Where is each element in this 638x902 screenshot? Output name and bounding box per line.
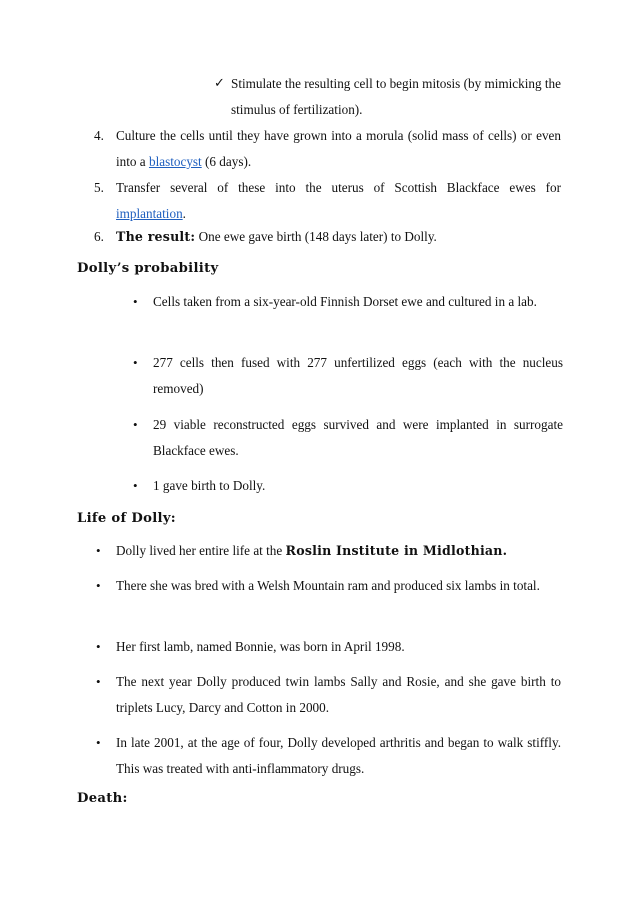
list-item xyxy=(133,289,563,315)
implantation-link[interactable]: implantation xyxy=(116,205,183,221)
bullet-icon: • xyxy=(96,543,101,558)
list-item xyxy=(96,669,561,721)
list-item-text: 277 cells then fused with 277 unfertilized eggs (each with the nucleus removed) xyxy=(153,355,563,396)
list-item-text: Cells taken from a six-year-old Finnish Dorset ewe and cultured in a lab. xyxy=(153,294,537,309)
list-item xyxy=(96,538,561,564)
list-item xyxy=(133,473,563,499)
section-heading-death: Death: xyxy=(77,791,128,806)
list-item-text: In late 2001, at the age of four, Dolly developed arthritis and began to walk stiffly. This was treated with anti-inflammatory drugs. xyxy=(116,735,561,776)
list-item xyxy=(96,573,561,599)
bullet-icon: • xyxy=(96,674,101,689)
step-5 xyxy=(94,175,561,227)
bullet-icon: • xyxy=(133,355,138,370)
list-item-text: Dolly lived her entire life at the xyxy=(116,543,286,558)
step-number: 5. xyxy=(94,180,104,195)
bullet-icon: • xyxy=(133,294,138,309)
list-item-text: There she was bred with a Welsh Mountain ram and produced six lambs in total. xyxy=(116,578,540,593)
checkmark-icon: ✓ xyxy=(214,76,225,91)
bullet-icon: • xyxy=(96,735,101,750)
section-heading-life: Life of Dolly: xyxy=(77,511,176,526)
bullet-icon: • xyxy=(133,417,138,432)
checklist-item-text: Stimulate the resulting cell to begin mitosis (by mimicking the stimulus of fertilization). xyxy=(231,76,562,117)
bullet-icon: • xyxy=(133,478,138,493)
list-item xyxy=(133,412,563,464)
step-text-end: One ewe gave birth (148 days later) to Dolly. xyxy=(195,229,437,244)
section-heading-probability: Dolly’s probability xyxy=(77,261,219,276)
step-text: Transfer several of these into the uterus of Scottish Blackface ewes for xyxy=(116,180,561,195)
list-item-text: The next year Dolly produced twin lambs Sally and Rosie, and she gave birth to triplets Lucy, Darcy and Cotton in 2000. xyxy=(116,674,561,715)
list-item xyxy=(96,634,561,660)
result-label: The result: xyxy=(116,229,196,244)
step-number: 6. xyxy=(94,229,104,244)
step-text-end: (6 days). xyxy=(201,153,252,169)
blastocyst-link[interactable]: blastocyst xyxy=(148,153,202,169)
roslin-institute-label: Roslin Institute in Midlothian. xyxy=(285,543,508,558)
list-item xyxy=(133,350,563,402)
checklist-item xyxy=(214,71,562,123)
step-4 xyxy=(94,123,561,175)
bullet-icon: • xyxy=(96,578,101,593)
list-item-text: 29 viable reconstructed eggs survived and were implanted in surrogate Blackface ewes. xyxy=(153,417,563,458)
list-item-text: 1 gave birth to Dolly. xyxy=(153,478,266,493)
bullet-icon: • xyxy=(96,639,101,654)
list-item xyxy=(96,730,561,782)
step-6 xyxy=(94,224,561,250)
step-text-end: . xyxy=(182,205,186,221)
step-text: Culture the cells until they have grown into a morula (solid mass of cells) or even into a xyxy=(116,128,561,169)
list-item-text: Her first lamb, named Bonnie, was born in April 1998. xyxy=(116,639,405,654)
step-number: 4. xyxy=(94,128,104,143)
